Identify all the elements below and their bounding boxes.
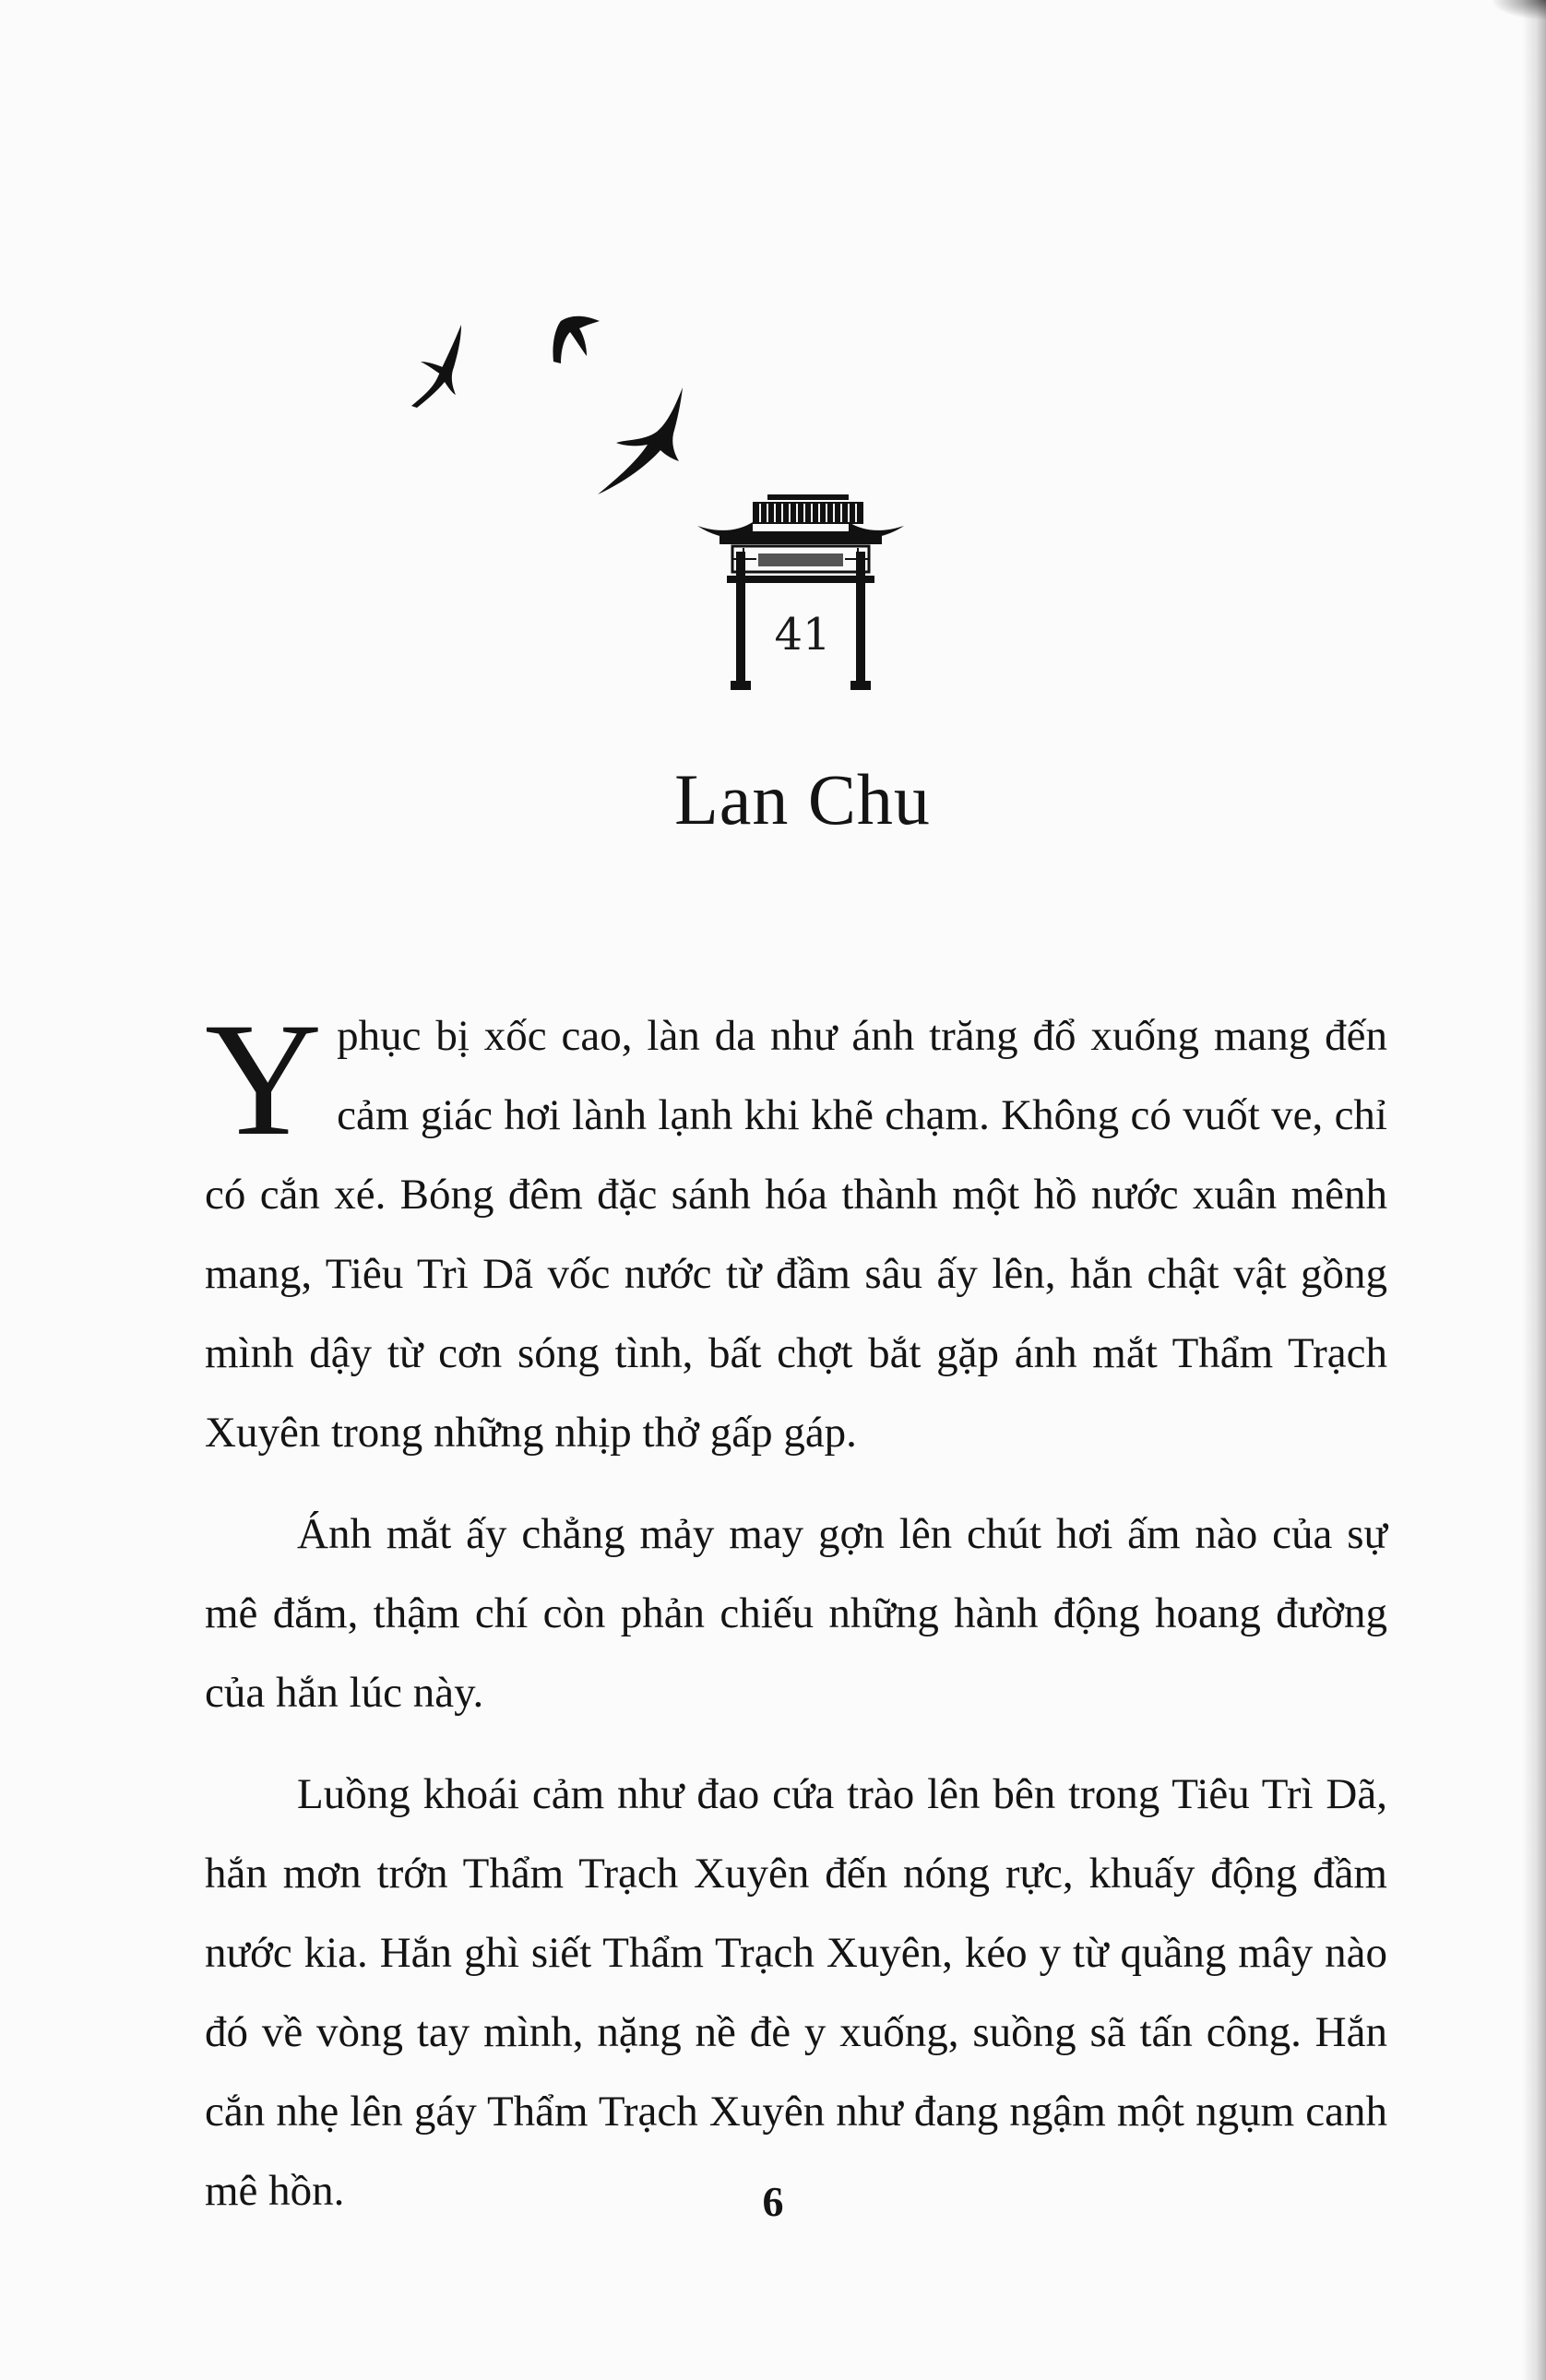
drop-cap: Y	[205, 990, 323, 1170]
chapter-body	[205, 990, 1387, 2253]
bird-2-icon	[553, 316, 600, 363]
paragraph-1	[205, 990, 1387, 1472]
chapter-number: 41	[774, 609, 831, 660]
paragraph-1-text: phục bị xốc cao, làn da như ánh trăng đổ xuống mang đến cảm giác hơi lành lạnh khi khẽ chạm. Không có vuốt ve, chỉ có cắn xé. Bóng đêm đặc sánh hóa thành một hồ nước xuân mênh mang, Tiêu Trì Dã vốc nước từ đầm sâu ấy lên, hắn chật vật gồng mình dậy từ cơn sóng tình, bất chợt bắt gặp ánh mắt Thẩm Trạch Xuyên trong những nhịp thở gấp gáp.	[205, 1012, 1387, 1457]
page-number: 6	[762, 2178, 784, 2225]
chinese-gate-icon	[697, 494, 904, 690]
paragraph-3: Luồng khoái cảm như đao cứa trào lên bên trong Tiêu Trì Dã, hắn mơn trớn Thẩm Trạch Xuyên đến nóng rực, khuấy động đầm nước kia. Hắn ghì siết Thẩm Trạch Xuyên, kéo y từ quầng mây nào đó về vòng tay mình, nặng nề đè y xuống, suồng sã tấn công. Hắn cắn nhẹ lên gáy Thẩm Trạch Xuyên như đang ngậm một ngụm canh mê hồn.	[205, 1770, 1387, 2215]
bird-1-icon	[411, 325, 461, 408]
bird-3-icon	[598, 387, 683, 494]
chapter-title: Lan Chu	[674, 759, 931, 840]
paragraph-2: Ánh mắt ấy chẳng mảy may gợn lên chút hơi ấm nào của sự mê đắm, thậm chí còn phản chiếu những hành động hoang đường của hắn lúc này.	[205, 1510, 1387, 1717]
